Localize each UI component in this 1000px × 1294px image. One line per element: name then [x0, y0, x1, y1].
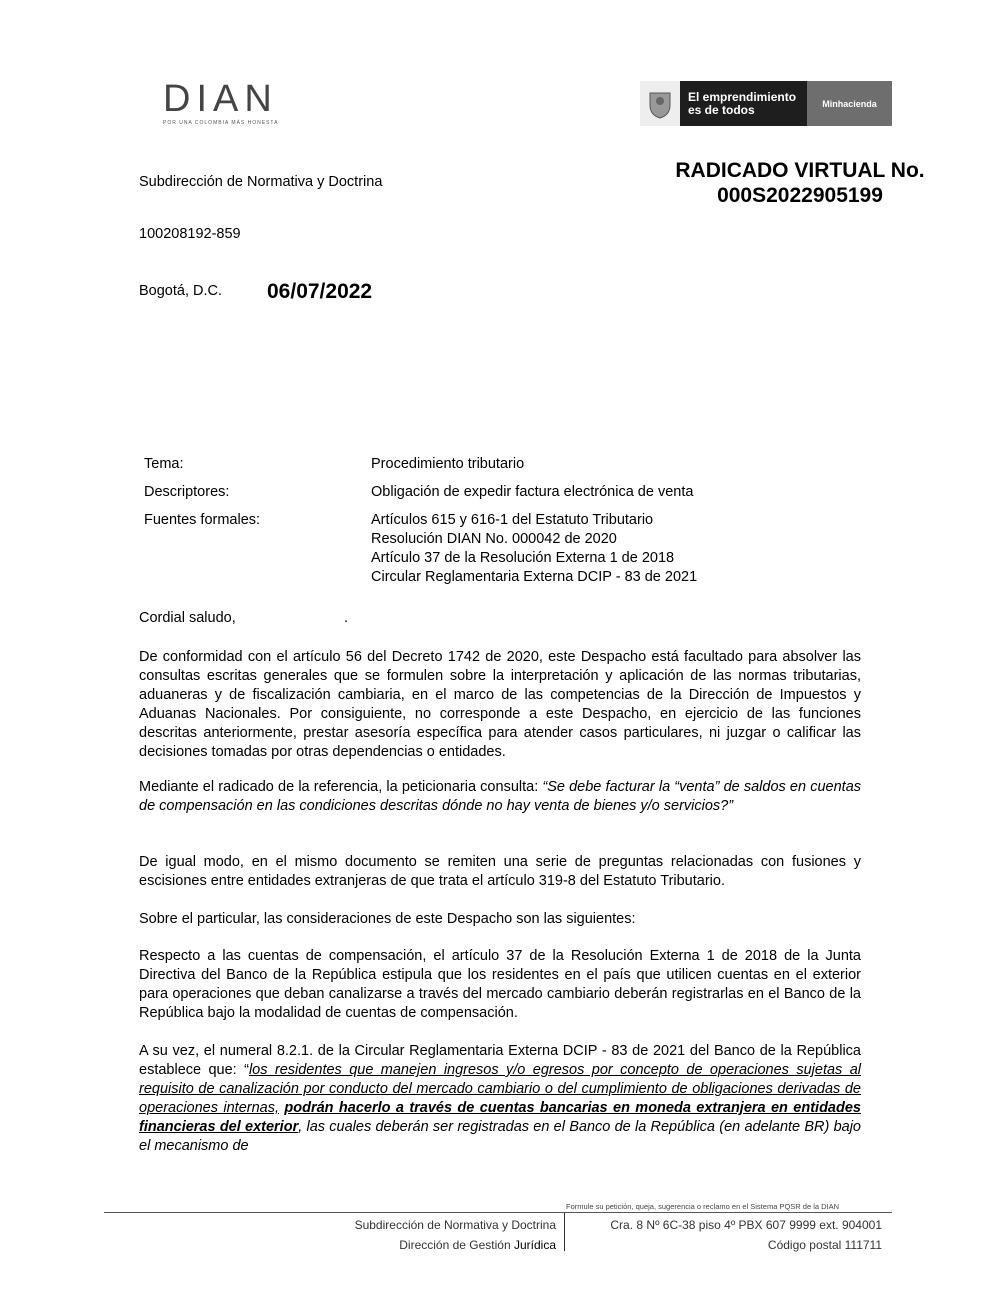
fuente-item: Circular Reglamentaria Externa DCIP - 83 de 2021 — [371, 569, 698, 585]
circular-intro: A su vez, el numeral 8.2.1. de la Circular Reglamentaria Externa DCIP - 83 de 2021 del Banco de la República establece que: “ — [139, 1043, 861, 1078]
consulta-intro: Mediante el radicado de la referencia, la peticionaria consulta: — [139, 779, 543, 795]
circular-quote-underlined: los residentes que manejen ingresos y/o egresos por concepto de operaciones sujetas al requisito de canalización por conducto del mercado cambiario o del cumplimiento de obligaciones derivadas de operaciones internas, — [139, 1062, 861, 1116]
circular-quote-tail: , las cuales deberán ser registradas en el Banco de la República (en adelante BR) bajo el mecanismo de — [139, 1119, 861, 1154]
office-name: Subdirección de Normativa y Doctrina — [139, 174, 383, 190]
reference-number: 100208192-859 — [139, 226, 241, 242]
footer-divider — [104, 1212, 892, 1213]
pqsr-notice: Formule su petición, queja, sugerencia o reclamo en el Sistema PQSR de la DIAN — [566, 1202, 840, 1211]
footer-office-line2 — [250, 1235, 556, 1255]
footer-separator — [564, 1213, 565, 1251]
footer-office — [250, 1215, 556, 1255]
dian-logo-text: DIAN — [163, 78, 278, 120]
footer-address — [572, 1215, 882, 1255]
coat-of-arms-icon — [640, 81, 680, 126]
fuente-item: Artículos 615 y 616-1 del Estatuto Tributario — [371, 512, 654, 528]
footer-address-line1: Cra. 8 Nº 6C-38 piso 4º PBX 607 9999 ext. 904001 — [610, 1218, 882, 1232]
greeting-dot: . — [344, 610, 349, 626]
circular-quote-bold: podrán hacerlo a través de cuentas bancarias en moneda extranjera en entidades financieras del exterior — [139, 1100, 861, 1135]
descriptores-value: Obligación de expedir factura electrónica de venta — [371, 484, 694, 500]
radicado-value: 000S2022905199 — [717, 184, 883, 207]
tema-label: Tema: — [144, 456, 184, 472]
footer-postal-code: Código postal 111711 — [767, 1238, 882, 1252]
radicado-number — [620, 158, 980, 208]
dian-logo — [163, 80, 328, 130]
fuentes-label: Fuentes formales: — [144, 512, 261, 528]
city: Bogotá, D.C. — [139, 283, 223, 299]
footer-office-line1: Subdirección de Normativa y Doctrina — [354, 1218, 556, 1232]
gov-slogan-line1: El emprendimiento — [688, 89, 797, 104]
fuentes-list — [371, 511, 697, 587]
dian-logo-tagline: POR UNA COLOMBIA MÁS HONESTA — [163, 120, 279, 126]
radicado-label: RADICADO VIRTUAL No. — [675, 159, 925, 182]
footer-juridica: Jurídica — [513, 1238, 556, 1252]
fuente-item: Resolución DIAN No. 000042 de 2020 — [371, 531, 617, 547]
fuente-item: Artículo 37 de la Resolución Externa 1 de 2018 — [371, 550, 675, 566]
ministry-label: Minhacienda — [807, 81, 892, 126]
tema-value: Procedimiento tributario — [371, 456, 525, 472]
gov-slogan-line2: es de todos — [688, 102, 755, 117]
paragraph-cuentas-compensacion: Respecto a las cuentas de compensación, el artículo 37 de la Resolución Externa 1 de 2018 de la Junta Directiva del Banco de la República estipula que los residentes en el país que utilicen cuentas en el exterior para operaciones que deban canalizarse a través del mercado cambiario deberán registrarlas en el Banco de la República bajo la modalidad de cuentas de compensación. — [139, 948, 861, 1021]
paragraph-consideraciones: Sobre el particular, las consideraciones de este Despacho son las siguientes: — [139, 911, 636, 927]
paragraph-competence: De conformidad con el artículo 56 del Decreto 1742 de 2020, este Despacho está facultado para absolver las consultas escritas generales que se formulen sobre la interpretación y aplicación de las normas tributarias, aduaneras y de fiscalización cambiaria, en el marco de las competencias de la Dirección de Impuestos y Aduanas Nacionales. Por consiguiente, no corresponde a este Despacho, en ejercicio de las funciones descritas anteriormente, prestar asesoría específica para atender casos particulares, ni juzgar o calificar las decisiones tomadas por otras dependencias o entidades. — [139, 649, 861, 760]
greeting: Cordial saludo, — [139, 610, 236, 626]
gov-slogan — [680, 81, 807, 126]
footer-direccion: Dirección de Gestión — [399, 1238, 514, 1252]
descriptores-label: Descriptores: — [144, 484, 230, 500]
paragraph-fusiones: De igual modo, en el mismo documento se remiten una serie de preguntas relacionadas con fusiones y escisiones entre entidades extranjeras de que trata el artículo 319-8 del Estatuto Tributario. — [139, 854, 861, 889]
government-banner — [640, 81, 892, 126]
document-date: 06/07/2022 — [267, 280, 373, 303]
paragraph-circular — [139, 1042, 861, 1156]
consulta-quote: “Se debe facturar la “venta” de saldos en cuentas de compensación en las condiciones descritas dónde no hay venta de bienes y/o servicios?” — [139, 779, 862, 814]
paragraph-consulta — [139, 778, 861, 816]
